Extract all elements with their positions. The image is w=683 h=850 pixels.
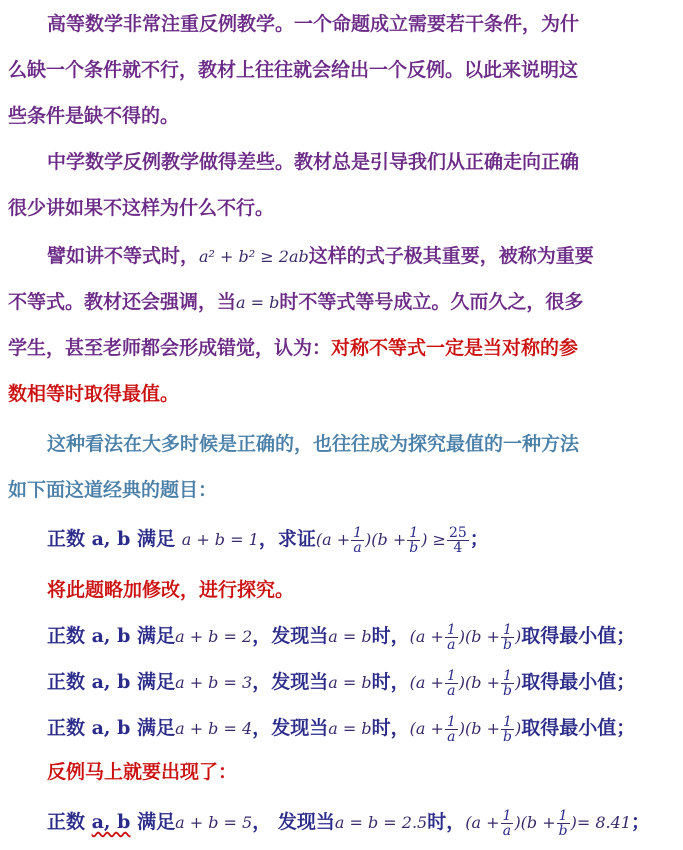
final-expr-mid: )(b + xyxy=(514,813,556,832)
para1-line3: 些条件是缺不得的。 xyxy=(8,105,180,127)
final-lead-b: 满足 xyxy=(130,811,176,833)
final-tail: ； xyxy=(631,811,651,833)
problem-lead: 正数 a, b 满足 xyxy=(47,528,176,550)
classic-problem xyxy=(47,515,683,564)
para3-line2-text-a: 不等式。教材还会强调，当 xyxy=(8,291,237,313)
case-tail: 取得最小值； xyxy=(521,625,636,647)
final-counterexample xyxy=(47,798,683,847)
case-lead: 正数 a, b 满足 xyxy=(47,671,176,693)
case-expr-close: ) xyxy=(514,627,522,646)
para3-line1-text-b: 这样的式子极其重要，被称为重要 xyxy=(308,245,594,267)
case-expr-mid: )(b + xyxy=(458,673,500,692)
fraction-one-over-b: $\frac{1}{b}$ xyxy=(409,524,419,556)
problem-expr-mid: )(b + xyxy=(365,530,407,549)
para3-line2-text-b: 时不等式等号成立。久而久之，很多 xyxy=(279,291,584,313)
fraction-one-over-a: $\frac{1}{a}$ xyxy=(446,713,456,745)
case-when: 时， xyxy=(371,671,410,693)
para4-line2: 如下面这道经典的题目： xyxy=(8,479,218,501)
case-tail: 取得最小值； xyxy=(521,717,636,739)
case-expr-mid: )(b + xyxy=(458,719,500,738)
fraction-one-over-b: $\frac{1}{b}$ xyxy=(558,807,568,839)
final-when: 时， xyxy=(427,811,466,833)
case-expr-close: ) xyxy=(514,673,522,692)
problem-expr-close: ) ≥ xyxy=(421,530,446,549)
final-result: = 8.41 xyxy=(576,813,631,832)
problem-expr-open: (a + xyxy=(315,530,351,549)
para3-line1 xyxy=(47,232,594,281)
final-variables: a, b xyxy=(91,811,131,833)
fraction-25-over-4: $\frac{25}{4}$ xyxy=(448,524,467,556)
case-tail: 取得最小值； xyxy=(521,671,636,693)
case-expr-close: ) xyxy=(514,719,522,738)
para3-line2 xyxy=(8,278,583,327)
highlight-claim-part2: 数相等时取得最值。 xyxy=(8,383,180,405)
fraction-one-over-a: $\frac{1}{a}$ xyxy=(446,621,456,653)
modify-note: 将此题略加修改，进行探究。 xyxy=(47,579,295,601)
fraction-one-over-b: $\frac{1}{b}$ xyxy=(503,621,512,653)
problem-condition: a + b = 1 xyxy=(181,530,259,549)
fraction-one-over-b: $\frac{1}{b}$ xyxy=(503,713,512,745)
problem-mid: ，求证 xyxy=(258,528,316,550)
final-expr-open: (a + xyxy=(465,813,500,832)
fraction-one-over-b: $\frac{1}{b}$ xyxy=(503,667,512,699)
case-expr-open: (a + xyxy=(409,719,444,738)
case-when: 时， xyxy=(371,717,410,739)
case-item xyxy=(47,612,683,661)
case-mid: ，发现当 xyxy=(252,671,329,693)
problem-tail: ； xyxy=(469,528,489,550)
para2-line1: 中学数学反例教学做得差些。教材总是引导我们从正确走向正确 xyxy=(47,151,580,173)
para2-line2: 很少讲如果不这样为什么不行。 xyxy=(8,197,275,219)
final-mid: ， 发现当 xyxy=(252,811,335,833)
final-lead: 正数 xyxy=(47,811,92,833)
highlight-claim-part1: 对称不等式一定是当对称的参 xyxy=(331,337,579,359)
case-condition: a + b = 4 xyxy=(175,719,253,738)
para1-line2: 么缺一个条件就不行，教材上往往就会给出一个反例。以此来说明这 xyxy=(8,59,579,81)
para1-line1: 高等数学非常注重反例教学。一个命题成立需要若干条件，为什 xyxy=(47,13,580,35)
fraction-one-over-a: $\frac{1}{a}$ xyxy=(446,667,456,699)
case-expr-mid: )(b + xyxy=(458,627,500,646)
case-when: 时， xyxy=(371,625,410,647)
case-equality: a = b xyxy=(328,673,372,692)
counterexample-heading: 反例马上就要出现了： xyxy=(47,761,238,783)
inequality-formula: a² + b² ≥ 2ab xyxy=(199,247,309,266)
final-condition: a + b = 5 xyxy=(175,813,253,832)
case-condition: a + b = 3 xyxy=(175,673,253,692)
case-lead: 正数 a, b 满足 xyxy=(47,625,176,647)
case-expr-open: (a + xyxy=(409,627,444,646)
fraction-one-over-a: $\frac{1}{a}$ xyxy=(502,807,512,839)
case-lead: 正数 a, b 满足 xyxy=(47,717,176,739)
final-equality: a = b = 2.5 xyxy=(334,813,428,832)
case-expr-open: (a + xyxy=(409,673,444,692)
para4-line1: 这种看法在大多时候是正确的，也往往成为探究最值的一种方法 xyxy=(47,433,580,455)
case-mid: ，发现当 xyxy=(252,625,329,647)
para3-line3-text: 学生，甚至老师都会形成错觉，认为： xyxy=(8,337,332,359)
case-mid: ，发现当 xyxy=(252,717,329,739)
case-equality: a = b xyxy=(328,719,372,738)
fraction-one-over-a: $\frac{1}{a}$ xyxy=(353,524,363,556)
case-item xyxy=(47,704,683,753)
case-equality: a = b xyxy=(328,627,372,646)
equality-condition: a = b xyxy=(236,293,280,312)
para3-line1-text-a: 譬如讲不等式时， xyxy=(47,245,200,267)
para3-line3 xyxy=(8,324,578,372)
case-item xyxy=(47,658,683,707)
final-expr-close: ) xyxy=(570,813,577,832)
case-condition: a + b = 2 xyxy=(175,627,253,646)
